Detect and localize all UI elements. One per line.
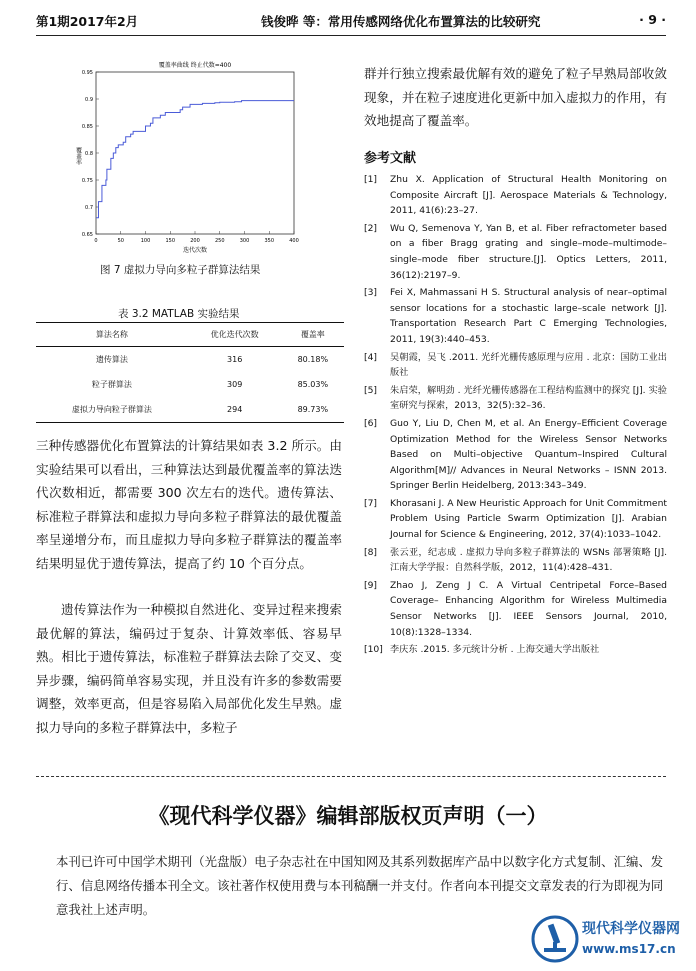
- reference-number: [4]: [364, 351, 378, 363]
- logo-name: 现代科学仪器网: [582, 921, 680, 937]
- y-axis-label: 覆盖率: [74, 147, 82, 165]
- reference-item: [364, 221, 667, 283]
- body-paragraph-2: 遗传算法作为一种模拟自然进化、变异过程来搜索最优解的算法，编码过于复杂、计算效率低、容易早熟。相比于遗传算法，标准粒子群算法去除了交叉、变异步骤，编码简单容易实现，并且没有许多的参数需要调整，效率更高，但是容易陷入局部优化发生早熟。虚拟力导向的多粒子群算法中，多粒子: [36, 602, 342, 735]
- y-tick-label: 0.9: [85, 97, 93, 103]
- reference-number: [3]: [364, 287, 378, 299]
- reference-number: [7]: [364, 497, 378, 509]
- reference-number: [8]: [364, 546, 378, 558]
- reference-text: Zhu X. Application of Structural Health Monitoring on Composite Aircraft [J]. Aerospace Materials & Technology, 2011, 41(6):23–27.: [390, 174, 667, 217]
- header-title: 钱俊晔 等：常用传感网络优化布置算法的比较研究: [261, 14, 541, 29]
- references-title: 参考文献: [364, 151, 417, 166]
- reference-item: [364, 383, 667, 414]
- x-tick-label: 350: [264, 238, 275, 244]
- site-logo[interactable]: [530, 912, 690, 966]
- reference-number: [2]: [364, 222, 378, 234]
- table-cell: 85.03%: [297, 380, 329, 389]
- reference-text: Zhao J, Zeng J C. A Virtual Centripetal Force–Based Coverage– Enhancing Algorithm for Wireless Multimedia Sensor Networks [J]. IEEE Sensors Journal, 2010, 10(8):1328–1334.: [390, 579, 667, 638]
- x-tick-label: 200: [190, 238, 200, 244]
- reference-text: 张云亚，纪志成 . 虚拟力导向多粒子群算法的 WSNs 部署策略 [J]. 江南大学学报：自然科学版，2012，11(4):428–431.: [390, 546, 667, 574]
- table-cell: 316: [227, 355, 243, 364]
- table-header: 覆盖率: [282, 323, 344, 347]
- notice-body: 本刊已许可中国学术期刊（光盘版）电子杂志社在中国知网及其系列数据库产品中以数字化方式复制、汇编、发行、信息网络传播本刊全文。该社著作权使用费与本刊稿酬一并支付。作者向本刊提交文章发表的行为即视为同意我社上述声明。: [56, 854, 664, 917]
- header-rule: [36, 35, 666, 36]
- reference-item: [364, 496, 667, 543]
- table-header: 算法名称: [36, 323, 188, 347]
- table-cell: 虚拟力导向粒子群算法: [36, 397, 188, 423]
- table-cell: 粒子群算法: [91, 380, 132, 389]
- x-tick-label: 0: [94, 238, 98, 244]
- reference-text: 朱启荣，解明劲 . 光纤光栅传感器在工程结构监测中的探究 [J]. 实验室研究与探索，2013，32(5):32–36.: [390, 384, 667, 412]
- reference-item: [364, 578, 667, 640]
- table-cell: 遗传算法: [95, 355, 128, 364]
- section-divider: [36, 776, 666, 777]
- reference-text: Wu Q, Semenova Y, Yan B, et al. Fiber refractometer based on a fiber Bragg grating and single–mode–multimode–single–mode fiber structure.[J]. Optics Letters, 2011, 36(12):2197–9.: [390, 222, 667, 281]
- table-header: 优化迭代次数: [188, 323, 282, 347]
- y-tick-label: 0.8: [85, 151, 93, 157]
- results-table: [36, 322, 344, 423]
- reference-list: [364, 172, 667, 660]
- reference-number: [1]: [364, 174, 378, 185]
- x-tick-label: 300: [239, 238, 250, 244]
- table-cell: 294: [188, 397, 282, 423]
- figure-caption: 图 7 虚拟力导向多粒子群算法结果: [100, 264, 261, 276]
- reference-number: [6]: [364, 417, 378, 429]
- running-header: [36, 10, 666, 30]
- logo-url: www.ms17.cn: [582, 942, 676, 956]
- table-row: [36, 397, 344, 423]
- y-tick-label: 0.95: [81, 70, 93, 76]
- reference-item: [364, 416, 667, 494]
- x-tick-label: 400: [289, 238, 299, 244]
- reference-text: 李庆东 .2015. 多元统计分析 . 上海交通大学出版社: [390, 644, 600, 656]
- x-tick-label: 150: [165, 238, 176, 244]
- table-row: [36, 372, 344, 397]
- reference-item: [364, 545, 667, 576]
- reference-number: [9]: [364, 579, 378, 591]
- x-tick-label: 50: [117, 238, 124, 244]
- reference-text: 吴朝霞，吴飞 .2011. 光纤光栅传感原理与应用 . 北京：国防工业出版社: [390, 351, 667, 379]
- reference-item: [364, 350, 667, 381]
- issue-label: 第1期2017年2月: [36, 14, 139, 29]
- notice-title: 《现代科学仪器》编辑部版权页声明（一）: [148, 803, 548, 828]
- table-cell: 89.73%: [282, 397, 344, 423]
- microscope-icon: [530, 914, 580, 964]
- reference-number: [5]: [364, 384, 378, 396]
- right-paragraph: 群并行独立搜索最优解有效的避免了粒子早熟局部收敛现象，并在粒子速度进化更新中加入虚拟力的作用，有效地提高了覆盖率。: [364, 66, 667, 128]
- coverage-chart: [62, 56, 302, 256]
- x-tick-label: 100: [140, 238, 151, 244]
- y-tick-label: 0.75: [81, 178, 93, 184]
- x-axis-label: 迭代次数: [182, 247, 208, 254]
- reference-number: [10]: [364, 644, 383, 656]
- table-row: [36, 347, 344, 373]
- plot-frame: [96, 72, 294, 234]
- plot-title: 覆盖率曲线 终止代数=400: [158, 62, 232, 69]
- body-paragraph-1: 三种传感器优化布置算法的计算结果如表 3.2 所示。由实验结果可以看出，三种算法达到最优覆盖率的算法迭代次数相近，都需要 300 次左右的迭代。遗传算法、标准粒子群算法和虚拟力导向多粒子群算法的最优覆盖率呈递增分布，而且虚拟力导向多粒子群算法的覆盖率结果明显优于遗传算法，提高了约 10 个百分点。: [36, 438, 342, 571]
- y-tick-label: 0.85: [81, 124, 93, 130]
- x-tick-label: 250: [214, 238, 225, 244]
- y-tick-label: 0.7: [85, 205, 93, 211]
- table-cell: 309: [227, 380, 243, 389]
- reference-item: [364, 642, 667, 658]
- reference-text: Khorasani J. A New Heuristic Approach for Unit Commitment Problem Using Particle Swarm Optimization [J]. Arabian Journal for Science & Engineering, 2012, 37(4):1033–1042.: [390, 497, 667, 541]
- reference-text: Guo Y, Liu D, Chen M, et al. An Energy–Efficient Coverage Optimization Method for the Wireless Sensor Networks Based on Multi–objective Quantum–Inspired Cultural Algorithm[M]// Advances in Neural Networks – ISNN 2013. Springer Berlin Heidelberg, 2013:343–349.: [390, 417, 667, 492]
- page-number: · 9 ·: [639, 12, 666, 27]
- reference-item: [364, 285, 667, 347]
- table-cell: 80.18%: [297, 355, 329, 364]
- table-caption: 表 3.2 MATLAB 实验结果: [118, 308, 240, 320]
- reference-item: [364, 172, 667, 219]
- y-tick-label: 0.65: [81, 232, 93, 238]
- reference-text: Fei X, Mahmassani H S. Structural analysis of near–optimal sensor locations for a stochastic large–scale network [J]. Transportation Research Part C Emerging Technologies, 2011, 19(3):440–453.: [390, 287, 667, 345]
